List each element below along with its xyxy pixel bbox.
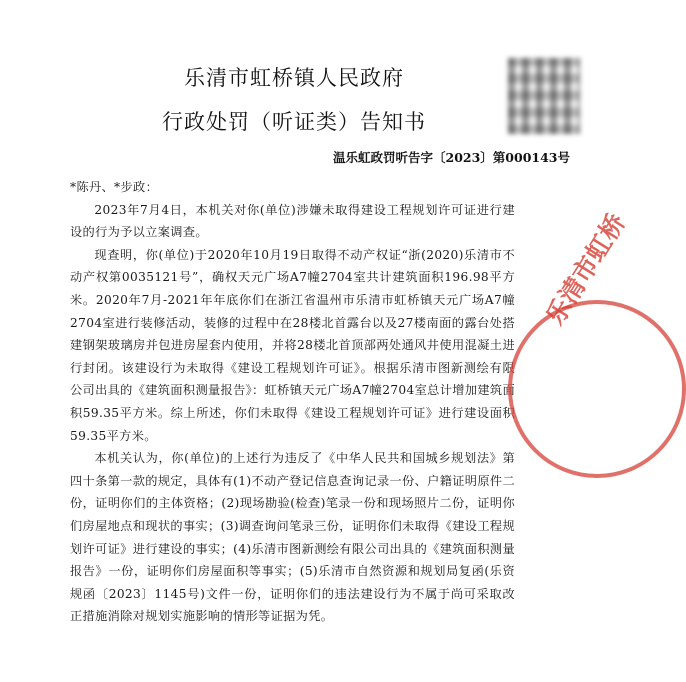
official-seal — [508, 300, 686, 478]
official-seal-text: 乐清市虹桥 — [540, 208, 632, 331]
qr-code-icon — [508, 58, 580, 134]
paragraph-findings: 现查明，你(单位)于2020年10月19日取得不动产权证“浙(2020)乐清市不动产权第0035121号”，确权天元广场A7幢2704室共计建筑面积196.98平方米。2020年7月-2021年年底你们在浙江省温州市乐清市虹桥镇天元广场A7幢2704室进行装修活动，装修的过程中在28楼北首露台以及27楼南面的露台处搭建钢架玻璃房并包进房屋套内使用，并将28楼北首顶部两处通风井使用混凝土进行封闭。该建设行为未取得《建设工程规划许可证》。根据乐清市图新测绘有限公司出具的《建筑面积测量报告》：虹桥镇天元广场A7幢2704室总计增加建筑面积59.35平方米。综上所述，你们未取得《建设工程规划许可证》进行建设面积59.35平方米。 — [70, 247, 515, 443]
paragraph-investigation: 2023年7月4日，本机关对你(单位)涉嫌未取得建设工程规划许可证进行建设的行为予以立案调查。 — [70, 202, 515, 240]
salutation: *陈丹、*步政： — [70, 180, 159, 194]
document-title-line2: 行政处罚（听证类）告知书 — [162, 110, 426, 134]
document-number: 温乐虹政罚听告字〔2023〕第000143号 — [333, 150, 570, 165]
document-title-line1: 乐清市虹桥镇人民政府 — [184, 66, 404, 90]
paragraph-violation-evidence: 本机关认为，你(单位)的上述行为违反了《中华人民共和国城乡规划法》第四十条第一款的规定，具体有(1)不动产登记信息查询记录一份、户籍证明原件二份，证明你们的主体资格；(2)现场勘验(检查)笔录一份和现场照片二份，证明你们房屋地点和现状的事实；(3)调查询问笔录三份，证明你们未取得《建设工程规划许可证》进行建设的事实；(4)乐清市图新测绘有限公司出具的《建筑面积测量报告》一份，证明你们房屋面积等事实；(5)乐清市自然资源和规划局复函(乐资规函〔2023〕1145号)文件一份，证明你们的违法建设行为不属于尚可采取改正措施消除对规划实施影响的情形等证据为凭。 — [70, 451, 515, 624]
document-body — [70, 176, 515, 628]
